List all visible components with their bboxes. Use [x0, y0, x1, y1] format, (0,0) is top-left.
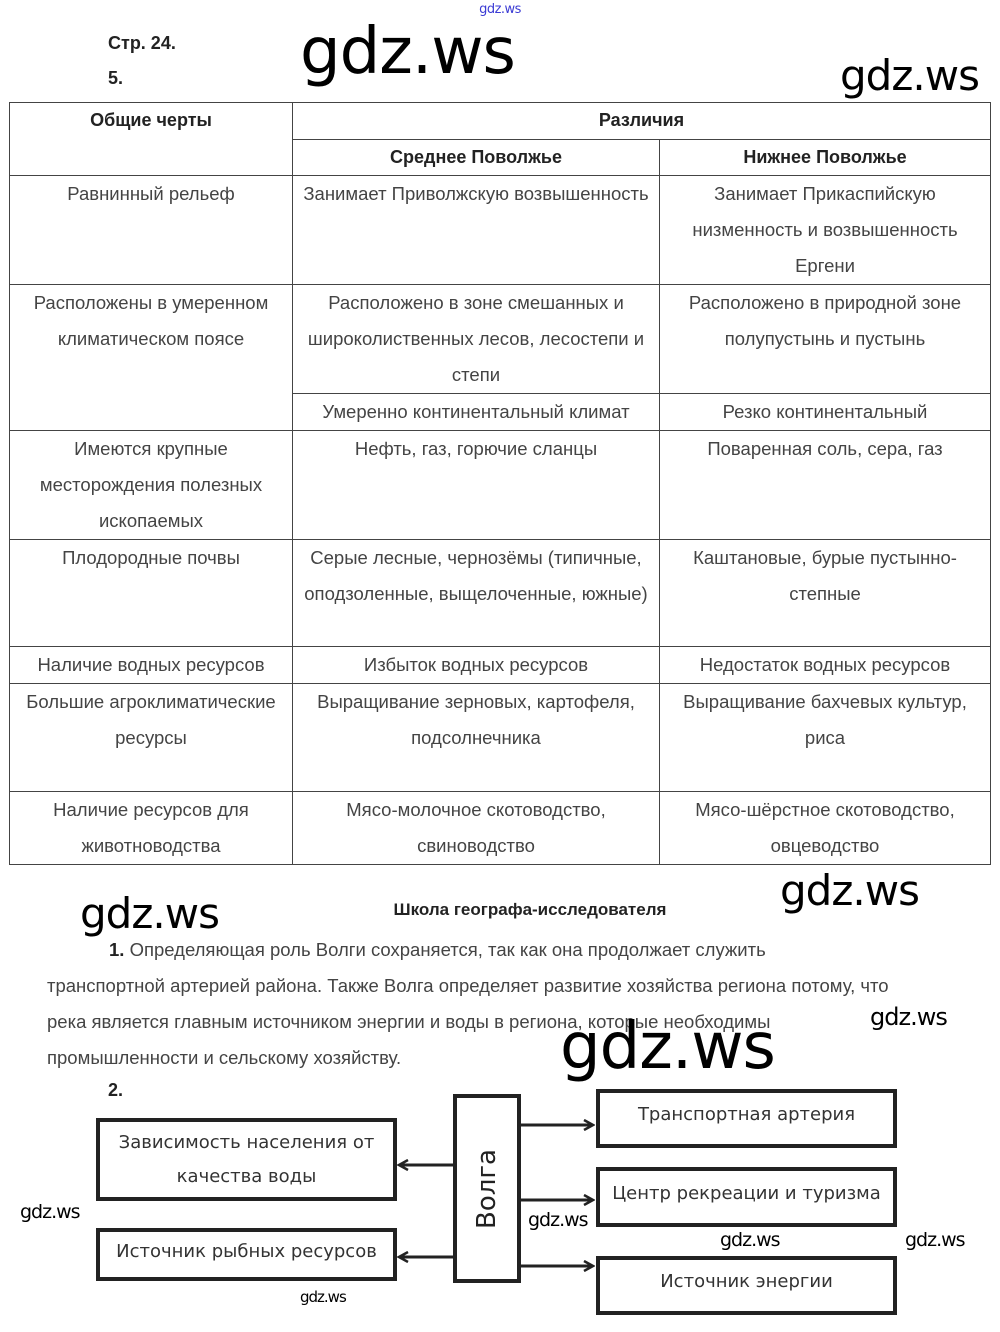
top-watermark: gdz.ws: [479, 2, 521, 17]
cell-middle: Выращивание зерновых, картофеля, подсолнечника: [293, 684, 660, 792]
table-row: [10, 431, 991, 540]
watermark: gdz.ws: [560, 1010, 775, 1084]
cell-common: Наличие ресурсов для животноводства: [10, 792, 293, 865]
volga-label: Волга: [472, 1148, 502, 1229]
header-differences: Различия: [293, 103, 991, 140]
table-row: [10, 540, 991, 647]
cell-lower: Каштановые, бурые пустынно-степные: [660, 540, 991, 647]
header-lower-volga: Нижнее Поволжье: [660, 140, 991, 176]
section-title: Школа географа-исследователя: [393, 900, 667, 919]
answer-1-text-first-line: Определяющая роль Волги сохраняется, так как она продолжает служить: [129, 939, 766, 960]
cell-common: Большие агроклиматические ресурсы: [10, 684, 293, 792]
box-recreation-tourism: Центр рекреации и туризма: [596, 1167, 897, 1227]
cell-common: Имеются крупные месторождения полезных ископаемых: [10, 431, 293, 540]
cell-middle: Избыток водных ресурсов: [293, 647, 660, 684]
cell-middle: Мясо-молочное скотоводство, свиноводство: [293, 792, 660, 865]
box-energy-source: Источник энергии: [596, 1256, 897, 1315]
task-5-number: 5.: [108, 68, 124, 88]
watermark: gdz.ws: [528, 1209, 588, 1231]
watermark: gdz.ws: [905, 1229, 965, 1251]
page-reference: Стр. 24.: [108, 33, 176, 53]
watermark: gdz.ws: [80, 889, 219, 938]
watermark: gdz.ws: [300, 1288, 346, 1306]
watermark: gdz.ws: [870, 1003, 947, 1031]
table-row: [10, 684, 991, 792]
box-transport-artery: Транспортная артерия: [596, 1089, 897, 1148]
answer-1-number: 1.: [109, 939, 125, 960]
cell-middle: Серые лесные, чернозёмы (типичные, оподзоленные, выщелоченные, южные): [293, 540, 660, 647]
volga-box: [453, 1094, 521, 1283]
table-row: [10, 792, 991, 865]
cell-lower: Недостаток водных ресурсов: [660, 647, 991, 684]
watermark: gdz.ws: [780, 866, 919, 915]
comparison-table: [9, 102, 991, 865]
cell-lower: Резко континентальный: [660, 394, 991, 431]
watermark: gdz.ws: [840, 51, 979, 100]
cell-lower: Мясо-шёрстное скотоводство, овцеводство: [660, 792, 991, 865]
cell-lower: Поваренная соль, сера, газ: [660, 431, 991, 540]
cell-middle: Занимает Приволжскую возвышенность: [293, 176, 660, 285]
cell-lower: Занимает Прикаспийскую низменность и возвышенность Ергени: [660, 176, 991, 285]
cell-middle: Нефть, газ, горючие сланцы: [293, 431, 660, 540]
watermark: gdz.ws: [300, 15, 515, 89]
watermark: gdz.ws: [720, 1229, 780, 1251]
cell-middle: Расположено в зоне смешанных и широколиственных лесов, лесостепи и степи: [293, 285, 660, 394]
cell-lower: Выращивание бахчевых культур, риса: [660, 684, 991, 792]
header-middle-volga: Среднее Поволжье: [293, 140, 660, 176]
box-fish-resources: Источник рыбных ресурсов: [96, 1228, 397, 1281]
cell-common: Наличие водных ресурсов: [10, 647, 293, 684]
answer-1-text-rest: транспортной артерией района. Также Волга определяет развитие хозяйства региона потому, что река является главным источником энергии и воды в региона, которые необходимы промышленности и сельскому хозяйству.: [47, 975, 889, 1068]
cell-common: Плодородные почвы: [10, 540, 293, 647]
table-row: [10, 647, 991, 684]
header-common: Общие черты: [10, 103, 293, 176]
cell-middle: Умеренно континентальный климат: [293, 394, 660, 431]
cell-common: Расположены в умеренном климатическом поясе: [10, 285, 293, 431]
cell-common: Равнинный рельеф: [10, 176, 293, 285]
table-row: [10, 176, 991, 285]
table-header-row: [10, 103, 991, 140]
box-water-quality-dependence: Зависимость населения от качества воды: [96, 1118, 397, 1201]
cell-lower: Расположено в природной зоне полупустынь и пустынь: [660, 285, 991, 394]
task-2-number: 2.: [108, 1080, 124, 1100]
answer-1-paragraph: [47, 932, 907, 1076]
watermark: gdz.ws: [20, 1201, 80, 1223]
table-row: [10, 285, 991, 394]
